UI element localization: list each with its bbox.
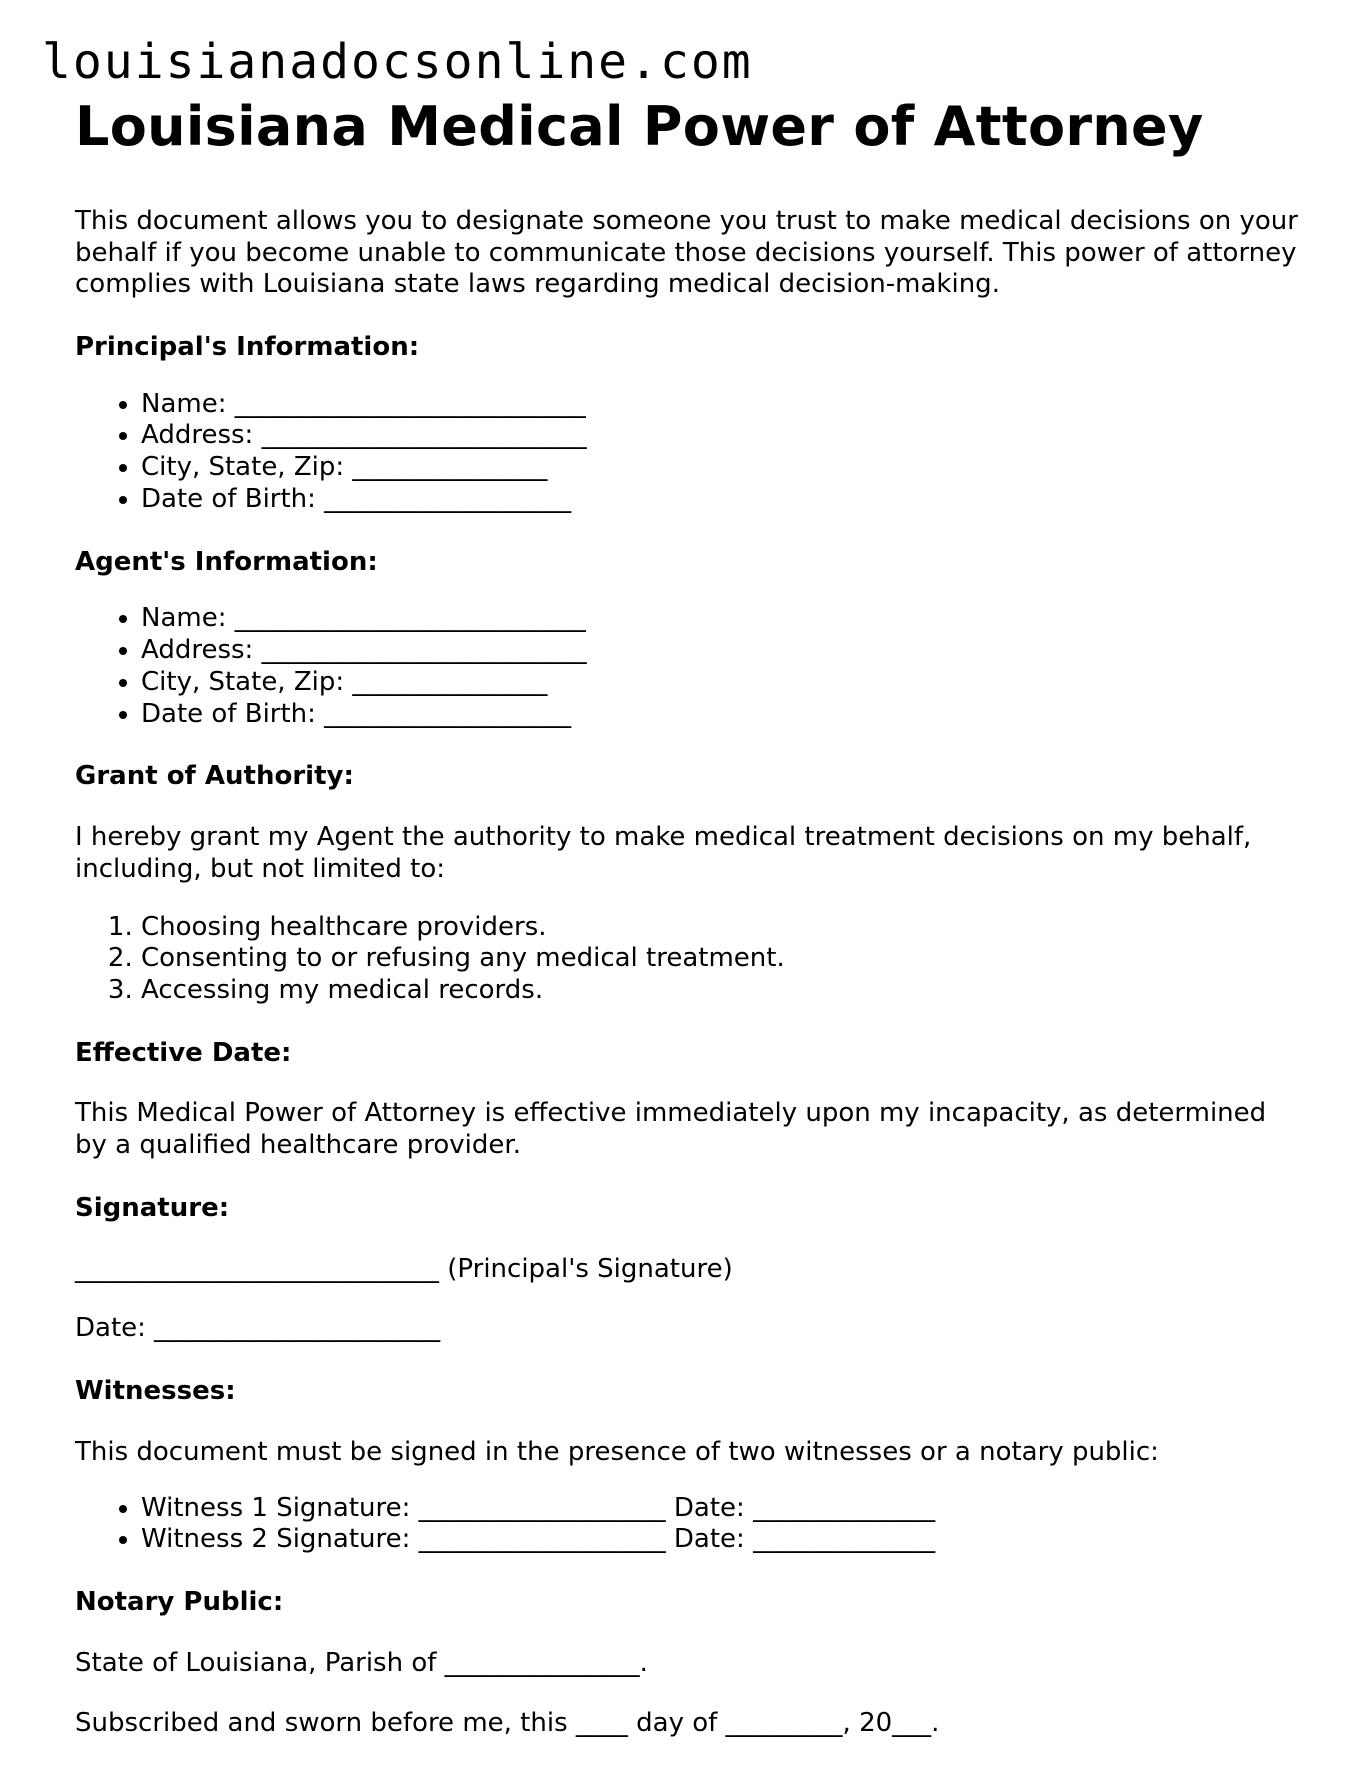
signature-heading: Signature: xyxy=(75,1192,230,1223)
grant-item: 2. Consenting to or refusing any medical treatment. xyxy=(141,943,1305,975)
principal-fields xyxy=(75,389,1305,516)
grant-item: 3. Accessing my medical records. xyxy=(141,975,1305,1007)
principal-dob-field[interactable]: • Date of Birth: ___________________ xyxy=(141,484,1305,516)
agent-address-field[interactable]: • Address: _________________________ xyxy=(141,635,1305,667)
agent-city-state-zip-field[interactable]: • City, State, Zip: _______________ xyxy=(141,667,1305,699)
effective-heading: Effective Date: xyxy=(75,1037,292,1068)
intro-paragraph: This document allows you to designate someone you trust to make medical decisions on your behalf if you become unable to communicate those decisions yourself. This power of attorney complies with Louisiana state laws regarding medical decision-making. xyxy=(75,205,1298,300)
principal-address-field[interactable]: • Address: _________________________ xyxy=(141,420,1305,452)
signature-date-field[interactable]: Date: ______________________ xyxy=(75,1313,441,1344)
grant-heading: Grant of Authority: xyxy=(75,761,354,792)
agent-fields xyxy=(75,603,1305,730)
notary-parish-field[interactable]: State of Louisiana, Parish of _______________. xyxy=(75,1647,648,1678)
witness-1-field[interactable]: • Witness 1 Signature: ___________________ Date: ______________ xyxy=(141,1493,1305,1525)
principal-signature-line[interactable]: ____________________________ (Principal's Signature) xyxy=(75,1253,733,1284)
agent-heading: Agent's Information: xyxy=(75,546,378,577)
notary-sworn-field[interactable]: Subscribed and sworn before me, this ____ day of _________, 20___. xyxy=(75,1707,940,1738)
document-page xyxy=(75,95,1305,1739)
witnesses-paragraph: This document must be signed in the presence of two witnesses or a notary public: xyxy=(75,1436,1159,1467)
principal-city-state-zip-field[interactable]: • City, State, Zip: _______________ xyxy=(141,452,1305,484)
page-title: Louisiana Medical Power of Attorney xyxy=(75,95,1204,158)
witnesses-heading: Witnesses: xyxy=(75,1376,236,1407)
grant-list xyxy=(75,912,1305,1007)
witness-list xyxy=(75,1493,1305,1556)
agent-dob-field[interactable]: • Date of Birth: ___________________ xyxy=(141,699,1305,731)
grant-paragraph: I hereby grant my Agent the authority to make medical treatment decisions on my behalf, including, but not limited to: xyxy=(75,822,1252,884)
effective-paragraph: This Medical Power of Attorney is effective immediately upon my incapacity, as determined by a qualified healthcare provider. xyxy=(75,1098,1267,1161)
site-watermark: louisianadocsonline.com xyxy=(42,34,753,90)
principal-heading: Principal's Information: xyxy=(75,331,420,362)
witness-2-field[interactable]: • Witness 2 Signature: ___________________ Date: ______________ xyxy=(141,1524,1305,1556)
grant-item: 1. Choosing healthcare providers. xyxy=(141,912,1305,944)
notary-heading: Notary Public: xyxy=(75,1587,284,1618)
agent-name-field[interactable]: • Name: ___________________________ xyxy=(141,603,1305,635)
principal-name-field[interactable]: • Name: ___________________________ xyxy=(141,389,1305,421)
